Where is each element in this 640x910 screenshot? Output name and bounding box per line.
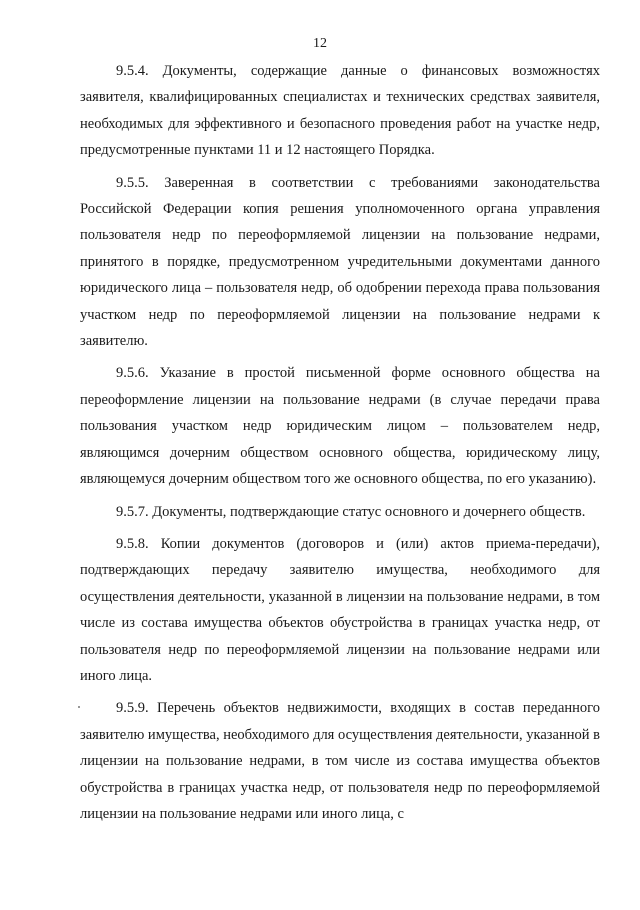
paragraph-9-5-6: 9.5.6. Указание в простой письменной форме основного общества на переоформление лицензии на пользование недрами (в случае передачи права пользования участком недр юридическим лицом – пользователем недр, являющимся дочерним обществом основного общества, юридическому лицу, являющемуся дочерним обществом того же основного общества, по его указанию). [80, 365, 600, 488]
paragraph-9-5-4: 9.5.4. Документы, содержащие данные о финансовых возможностях заявителя, квалифицированных специалистах и технических средствах заявителя, необходимых для эффективного и безопасного проведения работ на участке недр, предусмотренные пунктами 11 и 12 настоящего Порядка. [80, 63, 600, 159]
paragraph-9-5-8: 9.5.8. Копии документов (договоров и (или) актов приема-передачи), подтверждающих передачу заявителю имущества, необходимого для осуществления деятельности, указанной в лицензии на пользование недрами, в том числе из состава имущества объектов обустройства в границах участка недр, от пользователя недр по переоформляемой лицензии на пользование недрами или иного лица. [80, 535, 600, 684]
document-body [80, 58, 600, 827]
paragraph-9-5-5: 9.5.5. Заверенная в соответствии с требованиями законодательства Российской Федерации копия решения уполномоченного органа управления пользователя недр по переоформляемой лицензии на пользование недрами, принятого в порядке, предусмотренном учредительными документами данного юридического лица – пользователя недр, об одобрении перехода права пользования участком недр по переоформляемой лицензии на пользование недрами к заявителю. [80, 174, 600, 350]
paragraph-9-5-7: 9.5.7. Документы, подтверждающие статус основного и дочернего обществ. [116, 503, 586, 520]
page-number: 12 [313, 36, 327, 51]
scan-artifact [78, 706, 80, 708]
paragraph-9-5-9: 9.5.9. Перечень объектов недвижимости, входящих в состав переданного заявителю имущества, необходимого для осуществления деятельности, указанной в лицензии на пользование недрами, в том числе из состава имущества объектов обустройства в границах участка недр, от пользователя недр по переоформляемой лицензии на пользование недрами или иного лица, с [80, 700, 600, 822]
